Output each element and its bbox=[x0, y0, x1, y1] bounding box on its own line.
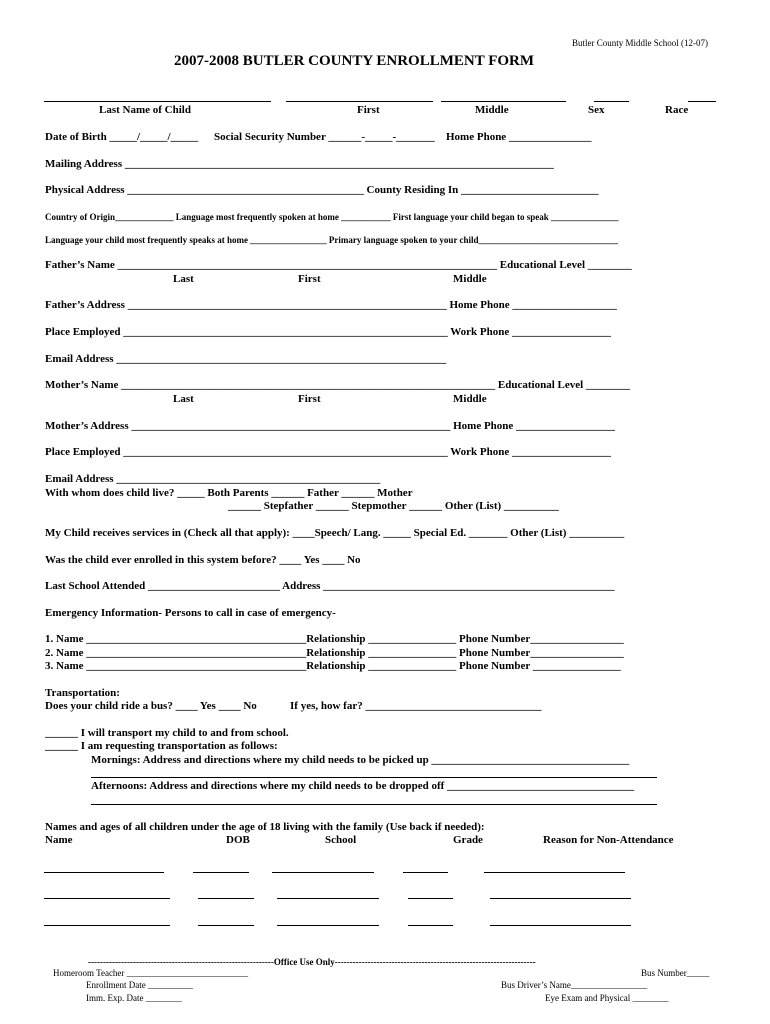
mother-employer-field[interactable]: Place Employed ___________________________________________________________ Work Phone __________________ bbox=[45, 446, 611, 458]
child-2-reason[interactable] bbox=[490, 898, 631, 899]
homeroom-teacher-field[interactable]: Homeroom Teacher ___________________________ bbox=[53, 968, 249, 978]
bus-distance-field[interactable]: If yes, how far? ________________________________ bbox=[290, 700, 542, 712]
father-address-field[interactable]: Father’s Address __________________________________________________________ Home Phone ___________________ bbox=[45, 299, 617, 311]
children-col-reason: Reason for Non-Attendance bbox=[543, 834, 674, 846]
afternoons-extra-line[interactable] bbox=[91, 804, 657, 805]
children-col-school: School bbox=[325, 834, 357, 846]
child-last-name-field[interactable] bbox=[44, 101, 271, 102]
mother-name-field[interactable]: Mother’s Name ____________________________________________________________________ Educational Level ________ bbox=[45, 379, 630, 391]
language-row-1[interactable]: Country of Origin_____________ Language most frequently spoken at home ___________ First language your child began to speak _______________ bbox=[45, 212, 619, 222]
last-school-row[interactable]: Last School Attended ________________________ Address _____________________________________________________ bbox=[45, 580, 615, 592]
home-phone-field[interactable]: Home Phone _______________ bbox=[446, 131, 592, 143]
child-middle-name-field[interactable] bbox=[441, 101, 566, 102]
children-col-grade: Grade bbox=[453, 834, 483, 846]
child-3-name[interactable] bbox=[44, 925, 170, 926]
father-first-label: First bbox=[298, 273, 321, 285]
child-2-name[interactable] bbox=[44, 898, 170, 899]
physical-address-field[interactable]: Physical Address ___________________________________________ County Residing In _________________________ bbox=[45, 184, 599, 196]
form-title: 2007-2008 BUTLER COUNTY ENROLLMENT FORM bbox=[174, 53, 535, 69]
afternoons-dropoff-field[interactable]: Afternoons: Address and directions where my child needs to be dropped off __________________________________ bbox=[91, 780, 635, 792]
services-row[interactable]: My Child receives services in (Check all that apply): ____Speech/ Lang. _____ Special Ed. _______ Other (List) __________ bbox=[45, 527, 625, 539]
date-of-birth-field[interactable]: Date of Birth _____/_____/_____ bbox=[45, 131, 199, 143]
office-use-banner: --------------------------------------------------------------Office Use Only------------------------------------------------------------------- bbox=[88, 957, 536, 967]
child-first-name-field[interactable] bbox=[286, 101, 433, 102]
mother-last-label: Last bbox=[173, 393, 194, 405]
emergency-contact-3[interactable]: 3. Name ________________________________________Relationship ________________ Phone Number ________________ bbox=[45, 660, 621, 672]
mother-first-label: First bbox=[298, 393, 321, 405]
father-name-field[interactable]: Father’s Name _____________________________________________________________________ Educational Level ________ bbox=[45, 259, 632, 271]
mother-middle-label: Middle bbox=[453, 393, 487, 405]
child-3-dob[interactable] bbox=[198, 925, 254, 926]
transport-option-request[interactable]: ______ I am requesting transportation as follows: bbox=[45, 740, 278, 752]
enrolled-before-row[interactable]: Was the child ever enrolled in this system before? ____ Yes ____ No bbox=[45, 554, 361, 566]
children-heading: Names and ages of all children under the age of 18 living with the family (Use back if needed): bbox=[45, 821, 485, 833]
child-1-grade[interactable] bbox=[403, 872, 448, 873]
emergency-contact-2[interactable]: 2. Name ________________________________________Relationship ________________ Phone Number_________________ bbox=[45, 647, 624, 659]
father-email-field[interactable]: Email Address ____________________________________________________________ bbox=[45, 353, 447, 365]
child-3-school[interactable] bbox=[277, 925, 379, 926]
child-3-grade[interactable] bbox=[408, 925, 453, 926]
mornings-extra-line[interactable] bbox=[91, 777, 657, 778]
last-name-label: Last Name of Child bbox=[99, 104, 191, 116]
mornings-pickup-field[interactable]: Mornings: Address and directions where my child needs to be picked up ____________________________________ bbox=[91, 754, 630, 766]
child-1-school[interactable] bbox=[272, 872, 374, 873]
child-2-dob[interactable] bbox=[198, 898, 254, 899]
eye-exam-field[interactable]: Eye Exam and Physical ________ bbox=[545, 993, 669, 1003]
middle-name-label: Middle bbox=[475, 104, 509, 116]
child-3-reason[interactable] bbox=[490, 925, 631, 926]
child-2-grade[interactable] bbox=[408, 898, 453, 899]
father-middle-label: Middle bbox=[453, 273, 487, 285]
enrollment-date-field[interactable]: Enrollment Date __________ bbox=[86, 980, 193, 990]
child-sex-field[interactable] bbox=[594, 101, 629, 102]
language-row-2[interactable]: Language your child most frequently speaks at home _________________ Primary language spoken to your child_______________________________ bbox=[45, 235, 619, 245]
bus-rider-row[interactable]: Does your child ride a bus? ____ Yes ____ No bbox=[45, 700, 257, 712]
school-note: Butler County Middle School (12-07) bbox=[572, 38, 708, 48]
child-2-school[interactable] bbox=[277, 898, 379, 899]
lives-with-row-1[interactable]: With whom does child live? _____ Both Parents ______ Father ______ Mother bbox=[45, 487, 413, 499]
child-1-dob[interactable] bbox=[193, 872, 249, 873]
children-col-name: Name bbox=[45, 834, 73, 846]
emergency-heading: Emergency Information- Persons to call in case of emergency- bbox=[45, 607, 336, 619]
child-race-field[interactable] bbox=[688, 101, 716, 102]
emergency-contact-1[interactable]: 1. Name ________________________________________Relationship ________________ Phone Number_________________ bbox=[45, 633, 624, 645]
father-employer-field[interactable]: Place Employed ___________________________________________________________ Work Phone __________________ bbox=[45, 326, 611, 338]
father-last-label: Last bbox=[173, 273, 194, 285]
bus-number-field[interactable]: Bus Number_____ bbox=[641, 968, 710, 978]
transport-option-self[interactable]: ______ I will transport my child to and from school. bbox=[45, 727, 289, 739]
imm-exp-date-field[interactable]: Imm. Exp. Date ________ bbox=[86, 993, 182, 1003]
child-1-reason[interactable] bbox=[484, 872, 625, 873]
sex-label: Sex bbox=[588, 104, 605, 116]
mailing-address-field[interactable]: Mailing Address ______________________________________________________________________________ bbox=[45, 158, 554, 170]
first-name-label: First bbox=[357, 104, 380, 116]
child-1-name[interactable] bbox=[44, 872, 164, 873]
mother-email-field[interactable]: Email Address ________________________________________________ bbox=[45, 473, 381, 485]
children-col-dob: DOB bbox=[226, 834, 250, 846]
mother-address-field[interactable]: Mother’s Address __________________________________________________________ Home Phone __________________ bbox=[45, 420, 616, 432]
ssn-field[interactable]: Social Security Number ______-_____-_______ bbox=[214, 131, 435, 143]
race-label: Race bbox=[665, 104, 689, 116]
bus-driver-field[interactable]: Bus Driver’s Name_________________ bbox=[501, 980, 648, 990]
lives-with-row-2[interactable]: ______ Stepfather ______ Stepmother ______ Other (List) __________ bbox=[228, 500, 559, 512]
transportation-heading: Transportation: bbox=[45, 687, 120, 699]
